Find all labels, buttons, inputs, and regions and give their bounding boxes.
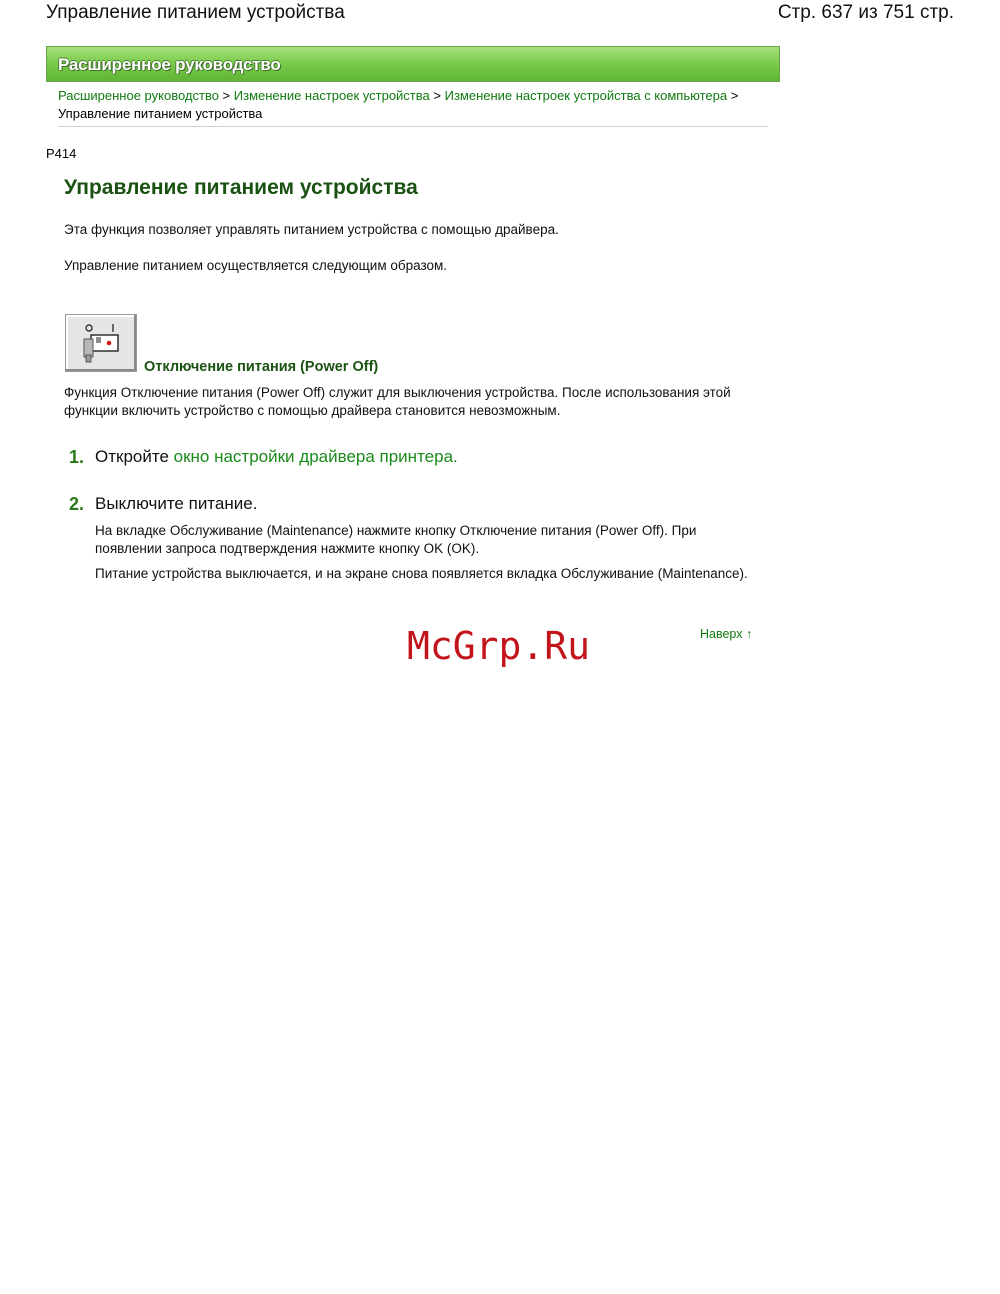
- breadcrumb-link-device-settings[interactable]: Изменение настроек устройства: [233, 88, 430, 103]
- document-code: P414: [46, 146, 77, 161]
- watermark: McGrp.Ru: [407, 624, 591, 668]
- step-2-detail: На вкладке Обслуживание (Maintenance) нажмите кнопку Отключение питания (Power Off). При появлении запроса подтверждения нажмите кнопку OK (OK).: [95, 523, 697, 556]
- breadcrumb-link-advanced-guide[interactable]: Расширенное руководство: [58, 88, 219, 103]
- intro-paragraph: Эта функция позволяет управлять питанием устройства с помощью драйвера.: [64, 222, 559, 237]
- page-title: Управление питанием устройства: [64, 176, 418, 199]
- breadcrumb-separator: >: [727, 88, 739, 103]
- back-to-top-link[interactable]: Наверх ↑: [700, 627, 753, 641]
- step-1-label: Откройте: [95, 447, 174, 466]
- step-2-detail-2: Питание устройства выключается, и на экране снова появляется вкладка Обслуживание (Maintenance).: [95, 566, 748, 581]
- page-indicator: Стр. 637 из 751 стр.: [777, 2, 954, 23]
- breadcrumb-separator: >: [429, 88, 445, 103]
- section-description: Функция Отключение питания (Power Off) служит для выключения устройства. После использования этой функции включить устройство с помощью драйвера становится невозможным.: [64, 385, 731, 418]
- header-title: Управление питанием устройства: [46, 2, 345, 23]
- step-2-number: 2.: [69, 494, 85, 514]
- breadcrumb: [58, 87, 758, 123]
- section-banner: [46, 46, 780, 82]
- section-title-power-off: Отключение питания (Power Off): [144, 359, 379, 375]
- step-1-number: 1.: [69, 447, 85, 467]
- step-1-text: [95, 447, 458, 467]
- power-off-button-image: [65, 314, 137, 372]
- breadcrumb-separator: >: [218, 88, 234, 103]
- driver-settings-link[interactable]: окно настройки драйвера принтера.: [173, 447, 458, 466]
- breadcrumb-current: Управление питанием устройства: [58, 106, 263, 121]
- power-off-icon: [66, 315, 136, 371]
- breadcrumb-link-settings-from-computer[interactable]: Изменение настроек устройства с компьютера: [444, 88, 728, 103]
- banner-text: Расширенное руководство: [58, 55, 281, 74]
- breadcrumb-divider: [58, 126, 768, 127]
- step-2-text: Выключите питание.: [95, 494, 258, 513]
- intro-paragraph-2: Управление питанием осуществляется следующим образом.: [64, 258, 448, 273]
